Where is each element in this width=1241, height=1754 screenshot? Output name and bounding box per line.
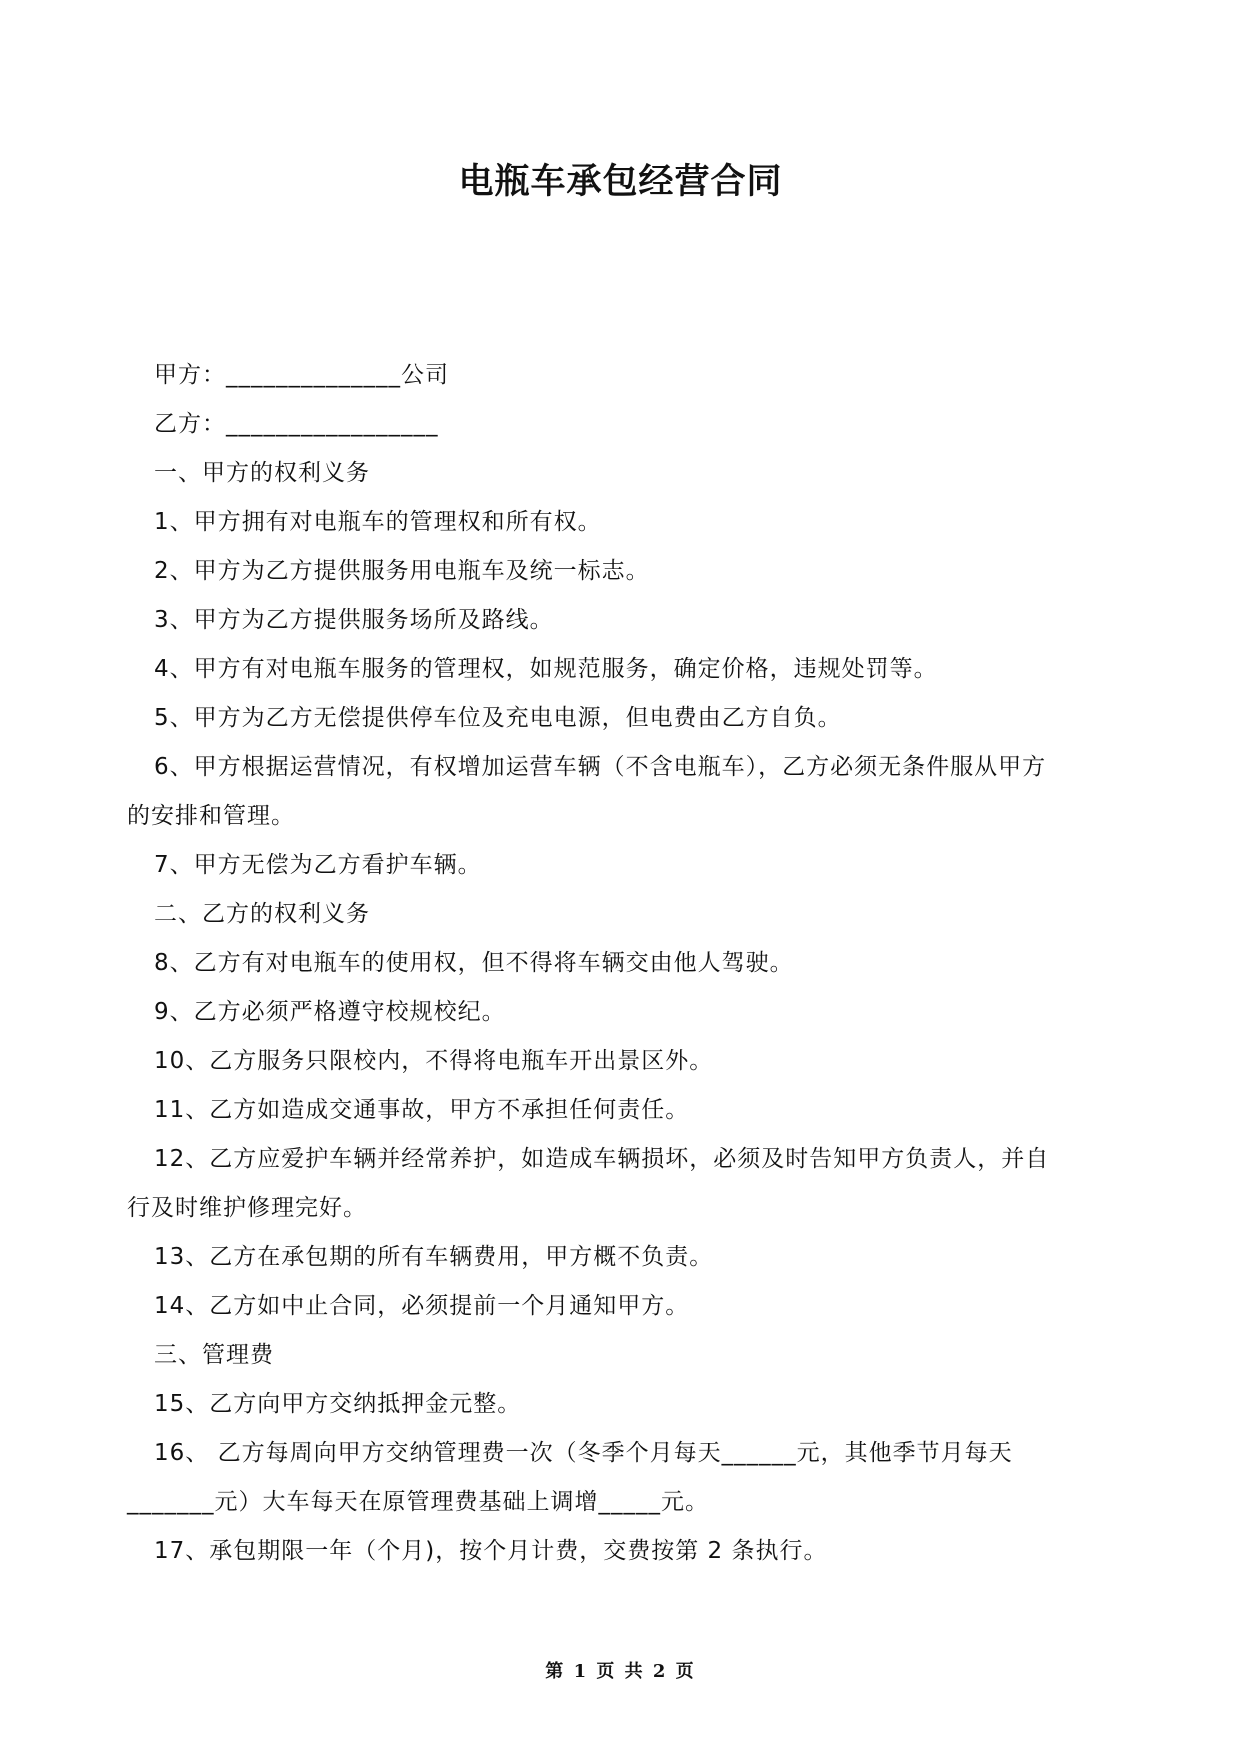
document-title: 电瓶车承包经营合同 (458, 162, 783, 202)
document-line: 5、甲方为乙方无偿提供停车位及充电电源，但电费由乙方自负。 (154, 705, 842, 731)
document-line: 二、乙方的权利义务 (154, 901, 370, 927)
document-line: 乙方：_________________ (154, 411, 439, 437)
document-line: 16、 乙方每周向甲方交纳管理费一次（冬季个月每天______元，其他季节月每天 (154, 1440, 1013, 1466)
document-line: 10、乙方服务只限校内，不得将电瓶车开出景区外。 (154, 1048, 714, 1074)
document-line: 三、管理费 (154, 1342, 274, 1368)
document-line: 行及时维护修理完好。 (127, 1195, 367, 1221)
document-line: 6、甲方根据运营情况，有权增加运营车辆（不含电瓶车），乙方必须无条件服从甲方 (154, 754, 1047, 780)
document-body (127, 351, 1091, 1576)
document-line: 的安排和管理。 (127, 803, 295, 829)
page-number: 第 1 页 共 2 页 (545, 1661, 696, 1682)
document-line: 11、乙方如造成交通事故，甲方不承担任何责任。 (154, 1097, 690, 1123)
document-line: 1、甲方拥有对电瓶车的管理权和所有权。 (154, 509, 602, 535)
document-line: 13、乙方在承包期的所有车辆费用，甲方概不负责。 (154, 1244, 714, 1270)
document-line: 9、乙方必须严格遵守校规校纪。 (154, 999, 506, 1025)
document-line: 15、乙方向甲方交纳抵押金元整。 (154, 1391, 522, 1417)
document-line: 8、乙方有对电瓶车的使用权，但不得将车辆交由他人驾驶。 (154, 950, 794, 976)
document-line: 7、甲方无偿为乙方看护车辆。 (154, 852, 482, 878)
document-line: 3、甲方为乙方提供服务场所及路线。 (154, 607, 554, 633)
document-line: 14、乙方如中止合同，必须提前一个月通知甲方。 (154, 1293, 690, 1319)
document-line: 12、乙方应爱护车辆并经常养护，如造成车辆损坏，必须及时告知甲方负责人，并自 (154, 1146, 1050, 1172)
document-line: 17、承包期限一年（个月)，按个月计费，交费按第 2 条执行。 (154, 1538, 828, 1564)
document-line: 一、甲方的权利义务 (154, 460, 370, 486)
document-line: 2、甲方为乙方提供服务用电瓶车及统一标志。 (154, 558, 650, 584)
document-line: _______元）大车每天在原管理费基础上调增_____元。 (127, 1489, 709, 1515)
document-line: 4、甲方有对电瓶车服务的管理权，如规范服务，确定价格，违规处罚等。 (154, 656, 938, 682)
document-line: 甲方：______________公司 (154, 362, 449, 388)
